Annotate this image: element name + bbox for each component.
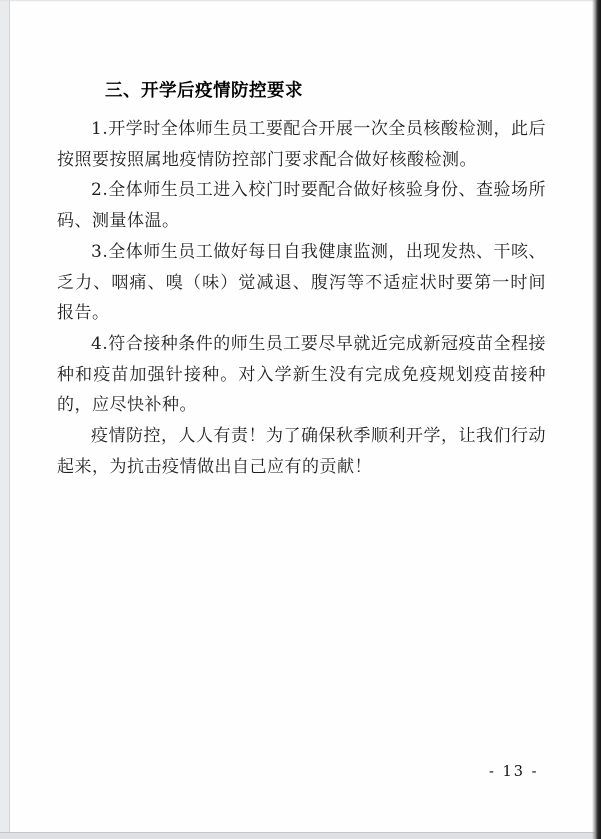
- page-content: [57, 76, 546, 482]
- body-paragraph-5: 疫情防控，人人有责！为了确保秋季顺利开学，让我们行动起来，为抗击疫情做出自己应有的贡献！: [57, 426, 546, 477]
- body-paragraph-2: 2.全体师生员工进入校门时要配合做好核验身份、查验场所码、测量体温。: [57, 180, 546, 232]
- viewer-right-edge: [592, 0, 601, 839]
- page-top-edge: [0, 0, 601, 2]
- page-number: - 13 -: [489, 764, 539, 780]
- body-paragraph-1: 1.开学时全体师生员工要配合开展一次全员核酸检测，此后按照要按照属地疫情防控部门要求配合做好核酸检测。: [57, 119, 546, 170]
- page-left-edge: [0, 0, 10, 839]
- body-paragraph-3: 3.全体师生员工做好每日自我健康监测，出现发热、干咳、乏力、咽痛、嗅（味）觉减退、腹泻等不适症状时要第一时间报告。: [57, 241, 546, 324]
- body-paragraph-4: 4.符合接种条件的师生员工要尽早就近完成新冠疫苗全程接种和疫苗加强针接种。对入学新生没有完成免疫规划疫苗接种的，应尽快补种。: [57, 333, 546, 416]
- document-page: [10, 0, 595, 832]
- viewer-bottom-background: [0, 832, 601, 839]
- section-heading: 三、开学后疫情防控要求: [105, 81, 303, 101]
